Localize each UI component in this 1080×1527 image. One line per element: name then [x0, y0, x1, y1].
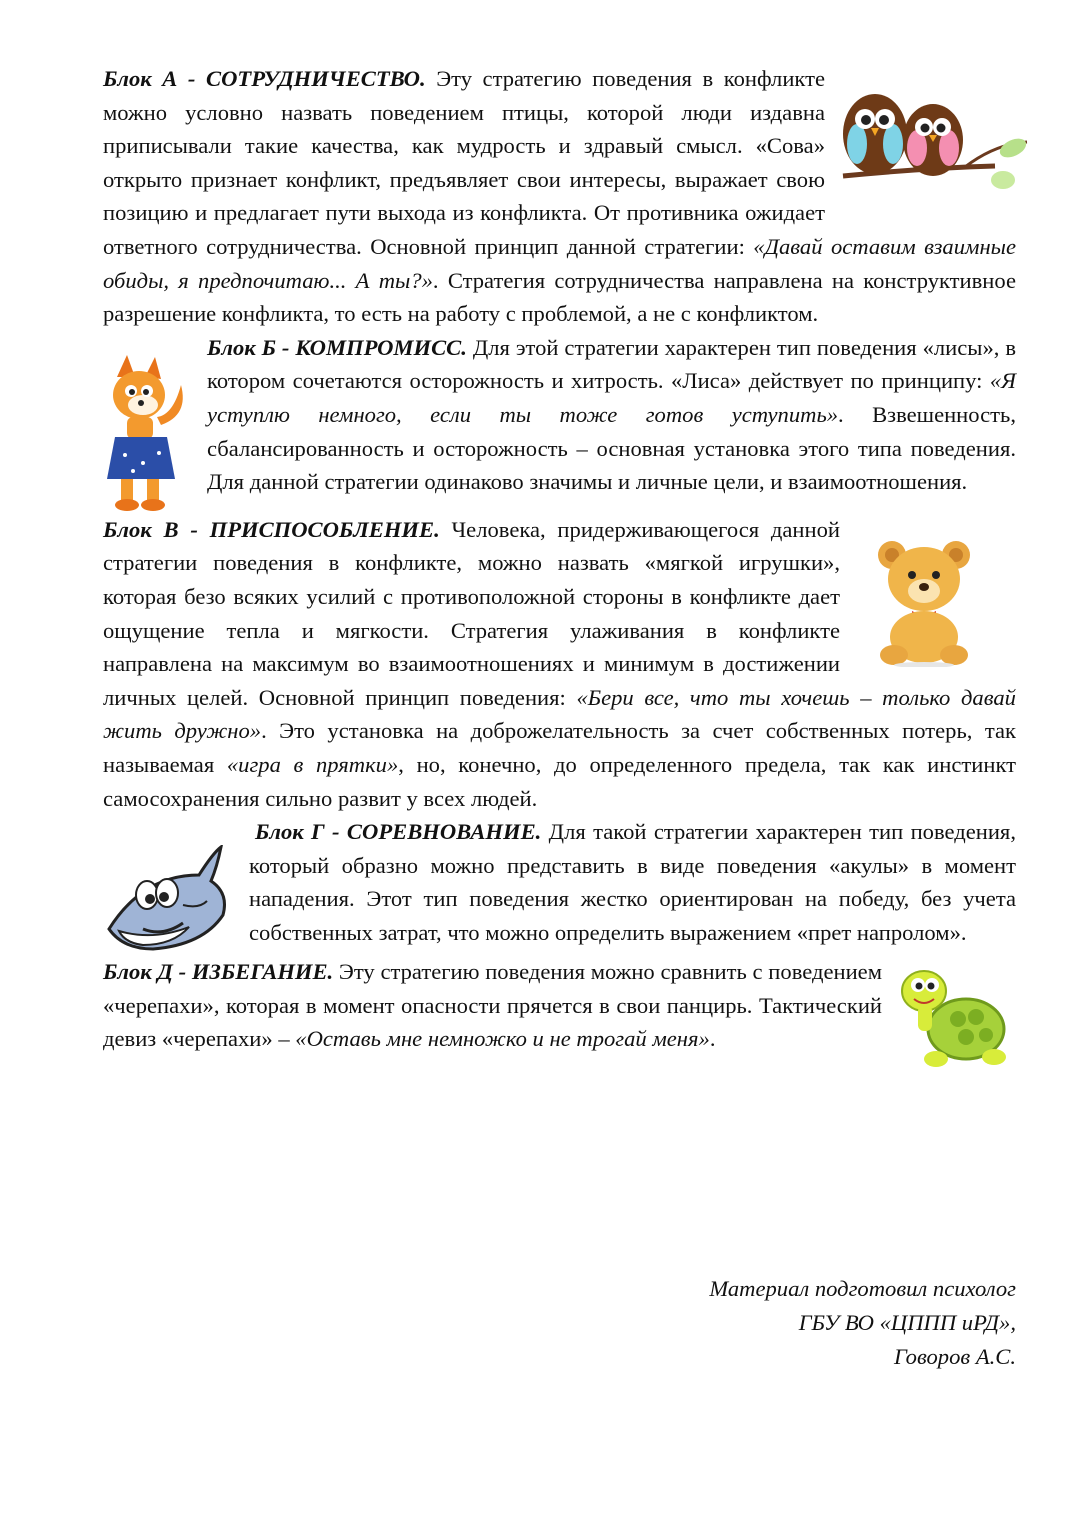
- block-c: [103, 513, 1016, 815]
- block-c-quote: «Бери все, что ты хочешь – только давай жить дружно»: [103, 684, 1016, 744]
- block-a-text-end: . Стратегия сотрудничества направлена на конструктивное разрешение конфликта, то есть на работу с проблемой, а не с конфликтом.: [103, 267, 1016, 327]
- block-e-text-end: .: [709, 1026, 716, 1052]
- block-e: [103, 955, 1016, 1073]
- author-signature: [709, 1272, 1016, 1374]
- signature-line-3: Говоров А.С.: [893, 1344, 1016, 1369]
- document-body: [103, 62, 1016, 1073]
- block-c-text: Человека, придерживающегося данной стратегии поведения в конфликте, можно назвать «мягкой игрушки», которая безо всяких усилий с противоположной стороны в конфликте дает ощущение тепла и мягкости. Стратегия улаживания в конфликте направлена на максимум во взаимоотношениях и минимум в достижении личных целей. Основной принцип поведения:: [103, 516, 840, 710]
- block-b: [103, 331, 1016, 513]
- block-e-text: Эту стратегию поведения можно сравнить с поведением «черепахи», которая в момент опасности прячется в свои панцирь. Тактический девиз «черепахи» –: [103, 959, 882, 1052]
- block-e-quote: «Оставь мне немножко и не трогай меня»: [295, 1026, 710, 1052]
- block-d: [103, 815, 1016, 955]
- block-b-text-end: . Взвешенность, сбалансированность и осторожность – основная установка этого типа поведения. Для данной стратегии одинаково значимы и личные цели, и взаимоотношения.: [207, 401, 1016, 495]
- teddy-bear-icon: [874, 537, 974, 667]
- block-a-heading: Блок А - СОТРУДНИЧЕСТВО.: [103, 66, 426, 91]
- block-a: [103, 62, 1016, 331]
- shark-icon: [103, 845, 231, 955]
- block-b-heading: Блок Б - КОМПРОМИСС.: [207, 334, 467, 360]
- block-c-quote-2: «игра в прятки»: [226, 751, 399, 777]
- signature-line-1: Материал подготовил психолог: [709, 1276, 1016, 1301]
- block-b-text: Для этой стратегии характерен тип поведения «лисы», в котором сочетаются осторожность и хитрость. «Лиса» действует по принципу:: [207, 334, 1016, 394]
- block-c-text-middle: . Это установка на доброжелательность за счет собственных потерь, так называемая: [103, 718, 1017, 777]
- signature-line-2: ГБУ ВО «ЦППП иРД»,: [798, 1310, 1016, 1335]
- block-a-quote: «Давай оставим взаимные обиды, я предпочитаю... А ты?»: [103, 233, 1016, 293]
- block-b-quote: «Я уступлю немного, если ты тоже готов уступить»: [207, 368, 1016, 427]
- block-c-text-end: , но, конечно, до определенного предела, так как инстинкт самосохранения сильно развит у всех людей.: [103, 751, 1016, 811]
- block-d-text: Для такой стратегии характерен тип поведения, который образно можно представить в виде поведения «акулы» в момент нападения. Этот тип поведения жестко ориентирован на победу, без учета собственных затрат, что можно определить выражением «прет напролом».: [249, 819, 1016, 945]
- fox-icon: [103, 355, 189, 513]
- owls-icon: [835, 84, 1031, 208]
- block-c-heading: Блок В - ПРИСПОСОБЛЕНИЕ.: [103, 516, 440, 542]
- block-a-text: Эту стратегию поведения в конфликте можно условно назвать поведением птицы, которой люди издавна приписывали такие качества, как мудрость и здравый смысл. «Сова» открыто признает конфликт, предъявляет свои интересы, выражает свою позицию и предлагает пути выхода из конфликта. От противника ожидает ответного сотрудничества. Основной принцип данной стратегии:: [103, 66, 826, 259]
- block-d-heading: Блок Г - СОРЕВНОВАНИЕ.: [255, 819, 542, 845]
- block-e-heading: Блок Д - ИЗБЕГАНИЕ.: [103, 959, 334, 985]
- turtle-icon: [896, 955, 1014, 1073]
